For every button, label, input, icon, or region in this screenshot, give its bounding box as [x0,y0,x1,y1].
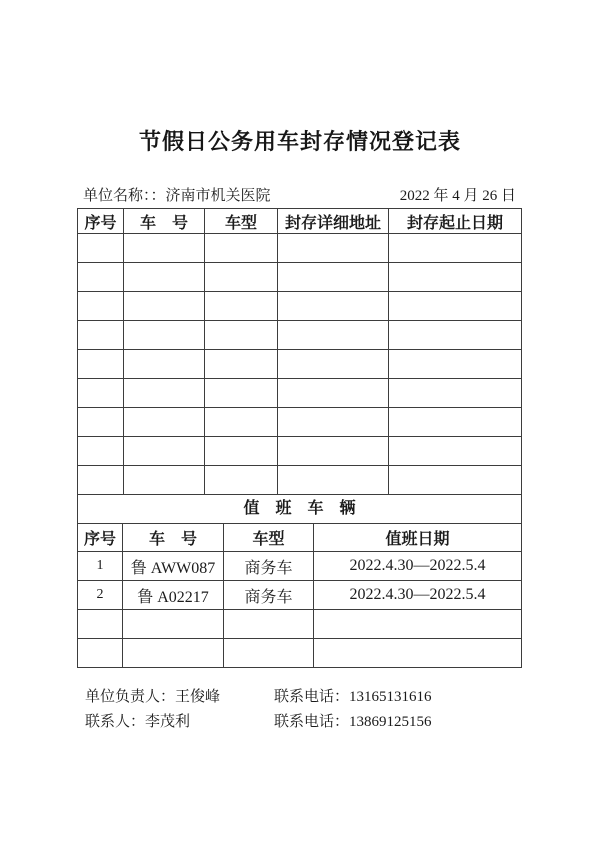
footer-line [85,685,522,710]
duty-col-type: 车型 [224,524,314,552]
empty-cell [224,610,314,639]
duty-col-dates: 值班日期 [314,524,522,552]
duty-row-type: 商务车 [224,552,314,581]
empty-cell [278,379,389,408]
empty-cell [205,292,278,321]
empty-cell [78,292,124,321]
seal-table-body [78,234,522,495]
empty-cell [124,437,205,466]
seal-col-plate: 车 号 [124,209,205,234]
empty-cell [124,350,205,379]
empty-cell [205,350,278,379]
duty-col-serial: 序号 [78,524,123,552]
empty-cell [78,350,124,379]
empty-row [78,639,522,668]
empty-cell [123,639,224,668]
empty-row [78,379,522,408]
empty-cell [78,437,124,466]
empty-cell [205,408,278,437]
empty-cell [278,234,389,263]
registration-tables [77,208,522,668]
empty-cell [124,466,205,495]
duty-row-dates: 2022.4.30—2022.5.4 [314,581,522,610]
empty-cell [124,234,205,263]
empty-cell [78,610,123,639]
empty-cell [314,610,522,639]
empty-cell [278,437,389,466]
empty-cell [278,263,389,292]
seal-col-serial: 序号 [78,209,124,234]
empty-cell [389,292,522,321]
unit-manager: 单位负责人：王俊峰 [85,689,221,705]
manager-phone: 联系电话：13165131616 [274,689,432,705]
footer-line [85,710,522,735]
empty-cell [124,321,205,350]
duty-row-dates: 2022.4.30—2022.5.4 [314,552,522,581]
empty-cell [224,639,314,668]
empty-cell [124,292,205,321]
duty-table-empty-body [78,610,522,668]
empty-cell [389,234,522,263]
empty-cell [124,379,205,408]
page-title: 节假日公务用车封存情况登记表 [138,130,461,155]
contact-person: 联系人：李茂利 [85,714,191,730]
duty-col-plate: 车 号 [123,524,224,552]
empty-cell [205,379,278,408]
seal-col-type: 车型 [205,209,278,234]
empty-cell [124,408,205,437]
duty-row-serial: 2 [78,581,123,610]
seal-col-address: 封存详细地址 [278,209,389,234]
document-date: 2022 年 4 月 26 日 [399,188,516,204]
seal-table [77,208,522,495]
empty-cell [78,639,123,668]
empty-cell [278,321,389,350]
empty-cell [78,321,124,350]
unit-name: 单位名称：：济南市机关医院 [83,188,271,204]
empty-cell [78,263,124,292]
empty-cell [389,466,522,495]
duty-row-type: 商务车 [224,581,314,610]
empty-cell [78,379,124,408]
duty-section-title: 值 班 车 辆 [77,495,522,523]
empty-cell [389,350,522,379]
empty-row [78,292,522,321]
empty-cell [389,379,522,408]
empty-cell [278,292,389,321]
empty-cell [389,408,522,437]
empty-cell [205,234,278,263]
contact-phone: 联系电话：13869125156 [274,714,432,730]
empty-cell [123,610,224,639]
empty-cell [205,321,278,350]
empty-cell [389,437,522,466]
duty-table-header-row [78,524,522,552]
empty-cell [205,466,278,495]
empty-cell [78,408,124,437]
duty-table [77,523,522,668]
empty-cell [124,263,205,292]
duty-row-plate: 鲁 AWW087 [123,552,224,581]
empty-cell [278,466,389,495]
empty-cell [389,263,522,292]
footer [85,685,522,735]
empty-cell [78,234,124,263]
empty-row [78,321,522,350]
empty-row [78,234,522,263]
empty-row [78,263,522,292]
empty-cell [205,437,278,466]
empty-cell [278,350,389,379]
duty-row-serial: 1 [78,552,123,581]
duty-row-plate: 鲁 A02217 [123,581,224,610]
empty-row [78,466,522,495]
empty-cell [278,408,389,437]
seal-table-header-row [78,209,522,234]
empty-row [78,437,522,466]
empty-cell [314,639,522,668]
duty-row [78,581,522,610]
empty-cell [389,321,522,350]
info-line [77,186,522,206]
duty-row [78,552,522,581]
empty-row [78,610,522,639]
empty-row [78,408,522,437]
seal-col-dates: 封存起止日期 [389,209,522,234]
empty-cell [205,263,278,292]
empty-cell [78,466,124,495]
empty-row [78,350,522,379]
